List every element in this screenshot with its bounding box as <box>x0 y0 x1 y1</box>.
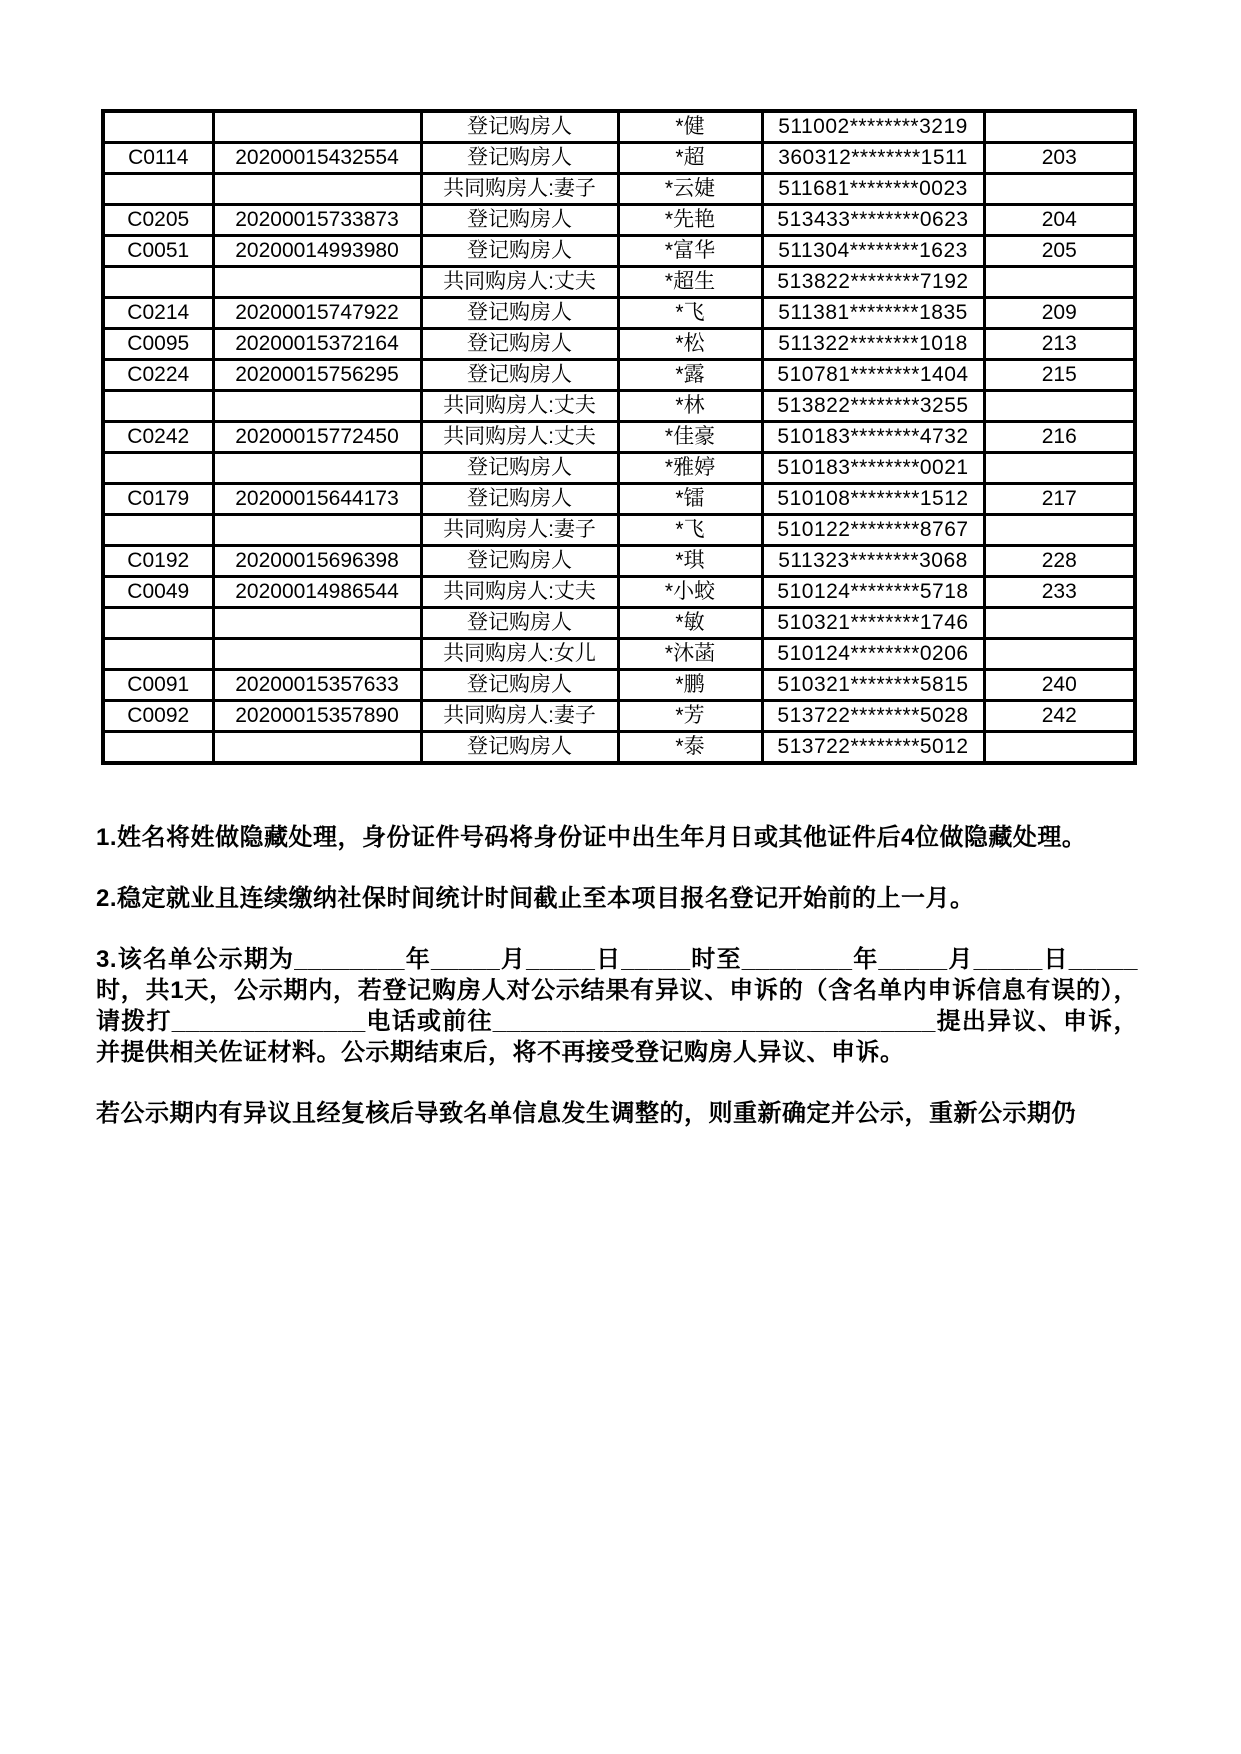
cell-id-number: 511002********3219 <box>762 111 984 143</box>
note-social-insurance: 2.稳定就业且连续缴纳社保时间统计时间截止至本项目报名登记开始前的上一月。 <box>96 885 975 912</box>
table-row <box>103 267 1135 298</box>
cell-code: C0114 <box>103 143 213 174</box>
cell-rank: 203 <box>984 143 1135 174</box>
table-row <box>103 608 1135 639</box>
cell-id-number: 510122********8767 <box>762 515 984 546</box>
cell-serial <box>213 267 421 298</box>
cell-serial <box>213 174 421 205</box>
table-row <box>103 515 1135 546</box>
cell-id-number: 513722********5012 <box>762 732 984 764</box>
cell-rank: 216 <box>984 422 1135 453</box>
cell-id-number: 510321********5815 <box>762 670 984 701</box>
cell-masked-name: *敏 <box>618 608 762 639</box>
cell-rank: 228 <box>984 546 1135 577</box>
cell-serial <box>213 111 421 143</box>
table-row <box>103 577 1135 608</box>
table-row <box>103 174 1135 205</box>
cell-masked-name: *鹏 <box>618 670 762 701</box>
cell-id-number: 511304********1623 <box>762 236 984 267</box>
cell-code <box>103 391 213 422</box>
cell-rank: 213 <box>984 329 1135 360</box>
cell-id-number: 510108********1512 <box>762 484 984 515</box>
cell-masked-name: *健 <box>618 111 762 143</box>
note-masking-rule: 1.姓名将姓做隐藏处理，身份证件号码将身份证中出生年月日或其他证件后4位做隐藏处理。 <box>96 824 1087 851</box>
cell-masked-name: *佳豪 <box>618 422 762 453</box>
cell-serial: 20200015696398 <box>213 546 421 577</box>
cell-masked-name: *琪 <box>618 546 762 577</box>
cell-id-number: 513433********0623 <box>762 205 984 236</box>
cell-serial: 20200014993980 <box>213 236 421 267</box>
cell-buyer-role: 共同购房人:丈夫 <box>421 577 618 608</box>
cell-serial <box>213 453 421 484</box>
cell-code <box>103 267 213 298</box>
cell-rank: 233 <box>984 577 1135 608</box>
cell-serial <box>213 732 421 764</box>
cell-masked-name: *芳 <box>618 701 762 732</box>
table-row <box>103 360 1135 391</box>
cell-buyer-role: 登记购房人 <box>421 143 618 174</box>
cell-rank: 240 <box>984 670 1135 701</box>
table-row <box>103 422 1135 453</box>
cell-buyer-role: 共同购房人:妻子 <box>421 701 618 732</box>
table-row <box>103 205 1135 236</box>
cell-rank <box>984 453 1135 484</box>
cell-code <box>103 111 213 143</box>
note-re-publicity: 若公示期内有异议且经复核后导致名单信息发生调整的，则重新确定并公示，重新公示期仍 <box>96 1100 1076 1127</box>
cell-code <box>103 174 213 205</box>
cell-buyer-role: 登记购房人 <box>421 453 618 484</box>
cell-masked-name: *飞 <box>618 515 762 546</box>
buyer-roster-table <box>101 109 1137 765</box>
cell-id-number: 511381********1835 <box>762 298 984 329</box>
cell-code: C0192 <box>103 546 213 577</box>
cell-masked-name: *镭 <box>618 484 762 515</box>
cell-serial: 20200015772450 <box>213 422 421 453</box>
cell-rank <box>984 732 1135 764</box>
cell-buyer-role: 登记购房人 <box>421 298 618 329</box>
cell-code: C0091 <box>103 670 213 701</box>
cell-serial: 20200015733873 <box>213 205 421 236</box>
cell-buyer-role: 登记购房人 <box>421 205 618 236</box>
cell-masked-name: *林 <box>618 391 762 422</box>
cell-code <box>103 639 213 670</box>
cell-code <box>103 732 213 764</box>
cell-serial <box>213 639 421 670</box>
note-publicity-period: 3.该名单公示期为________年_____月_____日_____时至________年_____月_____日_____时，共1天，公示期内，若登记购房人对公示结果有异议、申诉的（含名单内申诉信息有误的），请拨打______________电话或前往________________________________提出异议、申诉，并提供相关佐证材料。公示期结束后，将不再接受登记购房人异议、申诉。 <box>96 946 1138 1066</box>
cell-id-number: 511322********1018 <box>762 329 984 360</box>
cell-serial <box>213 391 421 422</box>
cell-rank: 204 <box>984 205 1135 236</box>
cell-id-number: 513822********7192 <box>762 267 984 298</box>
cell-masked-name: *泰 <box>618 732 762 764</box>
cell-rank <box>984 391 1135 422</box>
cell-id-number: 510124********0206 <box>762 639 984 670</box>
table-row <box>103 143 1135 174</box>
cell-serial: 20200015372164 <box>213 329 421 360</box>
cell-masked-name: *超 <box>618 143 762 174</box>
cell-id-number: 510183********4732 <box>762 422 984 453</box>
cell-buyer-role: 共同购房人:丈夫 <box>421 422 618 453</box>
cell-code: C0214 <box>103 298 213 329</box>
cell-rank: 209 <box>984 298 1135 329</box>
table-row <box>103 236 1135 267</box>
cell-serial: 20200015747922 <box>213 298 421 329</box>
cell-buyer-role: 登记购房人 <box>421 111 618 143</box>
cell-code <box>103 608 213 639</box>
cell-masked-name: *松 <box>618 329 762 360</box>
cell-id-number: 510321********1746 <box>762 608 984 639</box>
cell-serial <box>213 608 421 639</box>
cell-rank <box>984 174 1135 205</box>
cell-rank <box>984 608 1135 639</box>
cell-buyer-role: 共同购房人:妻子 <box>421 515 618 546</box>
cell-rank: 215 <box>984 360 1135 391</box>
cell-serial: 20200015432554 <box>213 143 421 174</box>
cell-masked-name: *飞 <box>618 298 762 329</box>
cell-buyer-role: 登记购房人 <box>421 236 618 267</box>
cell-code: C0179 <box>103 484 213 515</box>
cell-masked-name: *先艳 <box>618 205 762 236</box>
cell-buyer-role: 共同购房人:女儿 <box>421 639 618 670</box>
cell-id-number: 513722********5028 <box>762 701 984 732</box>
cell-buyer-role: 登记购房人 <box>421 608 618 639</box>
cell-buyer-role: 登记购房人 <box>421 546 618 577</box>
cell-buyer-role: 登记购房人 <box>421 484 618 515</box>
table-row <box>103 391 1135 422</box>
cell-rank: 242 <box>984 701 1135 732</box>
table-row <box>103 329 1135 360</box>
table-row <box>103 298 1135 329</box>
cell-code <box>103 453 213 484</box>
cell-buyer-role: 共同购房人:丈夫 <box>421 391 618 422</box>
cell-id-number: 513822********3255 <box>762 391 984 422</box>
cell-code <box>103 515 213 546</box>
cell-code: C0205 <box>103 205 213 236</box>
cell-code: C0242 <box>103 422 213 453</box>
cell-id-number: 511323********3068 <box>762 546 984 577</box>
cell-rank <box>984 111 1135 143</box>
cell-masked-name: *富华 <box>618 236 762 267</box>
table-row <box>103 639 1135 670</box>
cell-buyer-role: 共同购房人:丈夫 <box>421 267 618 298</box>
cell-rank <box>984 515 1135 546</box>
notes-section <box>96 822 1138 1159</box>
cell-masked-name: *露 <box>618 360 762 391</box>
cell-serial: 20200015357633 <box>213 670 421 701</box>
cell-serial: 20200015756295 <box>213 360 421 391</box>
cell-code: C0049 <box>103 577 213 608</box>
table-row <box>103 732 1135 764</box>
cell-id-number: 510124********5718 <box>762 577 984 608</box>
cell-masked-name: *超生 <box>618 267 762 298</box>
cell-serial: 20200015357890 <box>213 701 421 732</box>
table-row <box>103 111 1135 143</box>
cell-id-number: 511681********0023 <box>762 174 984 205</box>
cell-rank <box>984 639 1135 670</box>
cell-serial <box>213 515 421 546</box>
table-body <box>103 111 1135 763</box>
cell-rank: 205 <box>984 236 1135 267</box>
table-row <box>103 484 1135 515</box>
cell-code: C0051 <box>103 236 213 267</box>
cell-masked-name: *雅婷 <box>618 453 762 484</box>
cell-code: C0095 <box>103 329 213 360</box>
cell-id-number: 510781********1404 <box>762 360 984 391</box>
table-row <box>103 670 1135 701</box>
table-row <box>103 546 1135 577</box>
cell-id-number: 360312********1511 <box>762 143 984 174</box>
cell-serial: 20200014986544 <box>213 577 421 608</box>
cell-buyer-role: 共同购房人:妻子 <box>421 174 618 205</box>
cell-masked-name: *沐菡 <box>618 639 762 670</box>
cell-code: C0224 <box>103 360 213 391</box>
cell-serial: 20200015644173 <box>213 484 421 515</box>
cell-id-number: 510183********0021 <box>762 453 984 484</box>
cell-masked-name: *小蛟 <box>618 577 762 608</box>
cell-rank: 217 <box>984 484 1135 515</box>
cell-buyer-role: 登记购房人 <box>421 329 618 360</box>
cell-code: C0092 <box>103 701 213 732</box>
cell-buyer-role: 登记购房人 <box>421 732 618 764</box>
table-row <box>103 701 1135 732</box>
cell-rank <box>984 267 1135 298</box>
table-row <box>103 453 1135 484</box>
cell-buyer-role: 登记购房人 <box>421 670 618 701</box>
cell-buyer-role: 登记购房人 <box>421 360 618 391</box>
cell-masked-name: *云婕 <box>618 174 762 205</box>
